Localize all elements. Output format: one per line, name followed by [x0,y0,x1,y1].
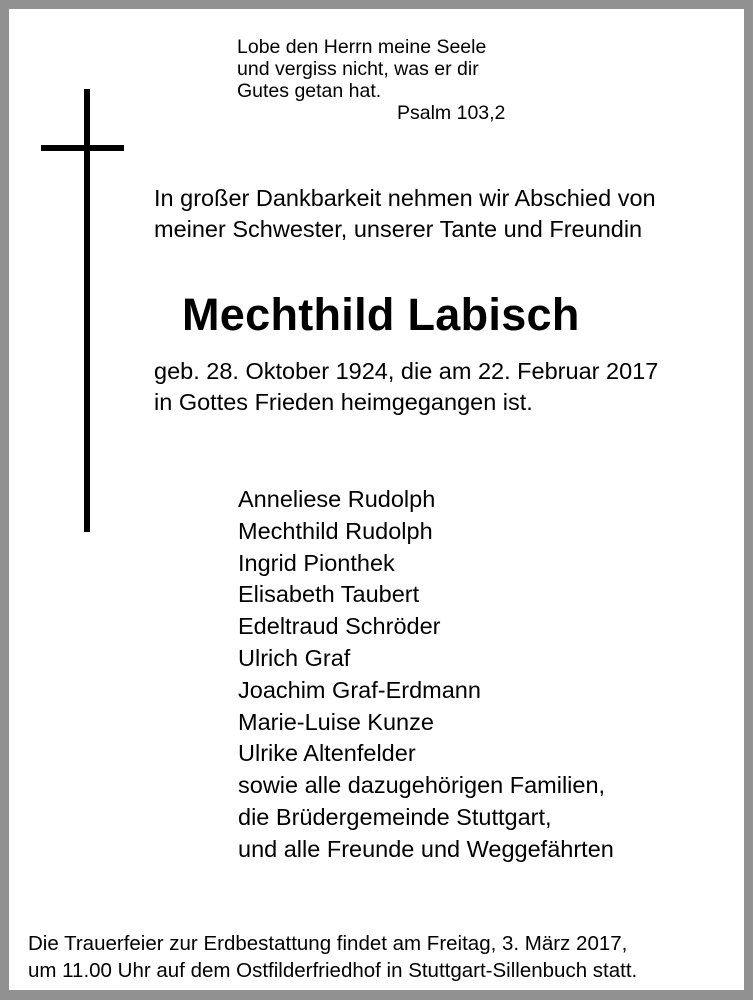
mourner: Edeltraud Schröder [238,613,441,640]
obituary-notice [9,9,744,990]
dates-line: in Gottes Frieden heimgegangen ist. [154,389,533,415]
mourner: Ingrid Pionthek [238,549,395,576]
psalm-line: Lobe den Herrn meine Seele [237,36,487,58]
deceased-name: Mechthild Labisch [182,289,580,340]
mourner: und alle Freunde und Weggefährten [238,835,614,862]
psalm-reference: Psalm 103,2 [397,102,506,124]
cross-icon-horizontal [41,145,124,151]
mourner: sowie alle dazugehörigen Familien, [238,772,606,799]
mourners-list [238,484,614,866]
intro-text [154,183,656,245]
life-dates [154,356,658,418]
funeral-notice [28,930,637,984]
funeral-line: um 11.00 Uhr auf dem Ostfilderfriedhof in Stuttgart-Sillenbuch statt. [28,959,638,982]
intro-line: In großer Dankbarkeit nehmen wir Abschied von [154,185,656,211]
mourner: Ulrike Altenfelder [238,740,416,767]
psalm-quote [237,36,486,102]
psalm-line: und vergiss nicht, was er dir [237,58,479,80]
mourner: Anneliese Rudolph [238,486,436,512]
mourner: Joachim Graf-Erdmann [238,676,481,703]
cross-icon-vertical [84,89,90,532]
intro-line: meiner Schwester, unserer Tante und Freundin [154,216,643,242]
dates-line: geb. 28. Oktober 1924, die am 22. Februar 2017 [154,358,659,384]
mourner: die Brüdergemeinde Stuttgart, [238,803,552,830]
mourner: Marie-Luise Kunze [238,708,434,735]
mourner: Ulrich Graf [238,644,351,671]
psalm-line: Gutes getan hat. [237,80,382,102]
mourner: Mechthild Rudolph [238,517,433,544]
mourner: Elisabeth Taubert [238,581,420,608]
funeral-line: Die Trauerfeier zur Erdbestattung findet am Freitag, 3. März 2017, [28,932,628,955]
